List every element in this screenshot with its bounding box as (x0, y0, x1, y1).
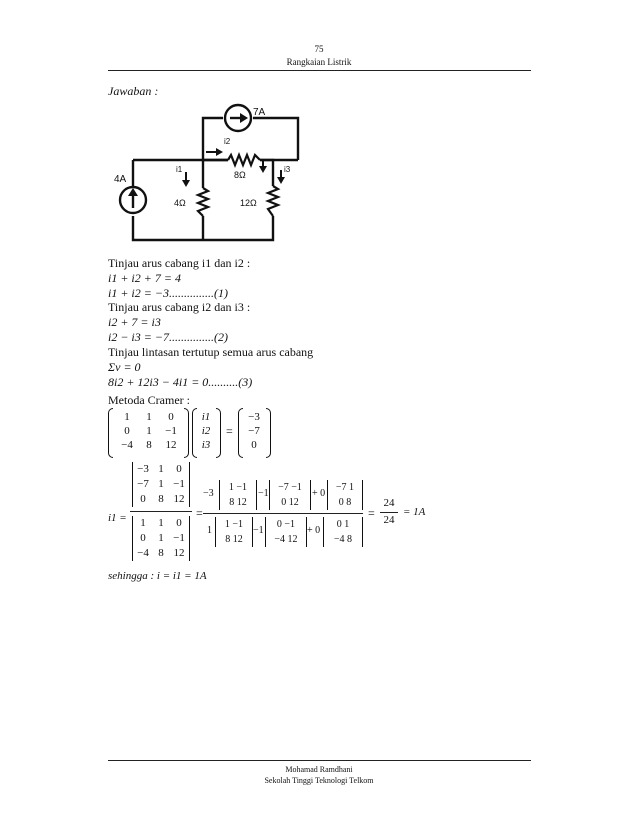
text-line-10: Metoda Cramer : (108, 393, 190, 407)
text-line-1: Tinjau arus cabang i1 dan i2 : (108, 256, 251, 270)
equation-line-2: i1 + i2 + 7 = 4 (108, 271, 181, 285)
footer-institution: Sekolah Tinggi Teknologi Telkom (264, 776, 374, 785)
result-value: = 1A (403, 506, 426, 518)
numerator-determinant: −3 1 0 −7 1 −1 0 8 12 (132, 462, 190, 507)
i1-lhs: i1 = (108, 512, 127, 524)
i1-arrow-icon (182, 180, 190, 187)
label-4ohm: 4Ω (174, 198, 186, 208)
current-source-4a-icon (120, 186, 146, 216)
text-line-4: Tinjau arus cabang i2 dan i3 : (108, 300, 251, 314)
conclusion: sehingga : i = i1 = 1A (108, 570, 207, 582)
page-number: 75 (314, 44, 324, 54)
label-i3: i3 (284, 165, 291, 174)
expanded-numerator: −3 1 −1 8 12 −1 −7 −1 0 12 + 0 −7 1 0 8 (203, 480, 365, 510)
label-7a: 7A (253, 107, 266, 118)
label-i2: i2 (224, 137, 231, 146)
i2-arrow-icon (216, 148, 223, 156)
variable-vector: i1 i2 i3 (201, 411, 211, 451)
circuit-diagram (108, 100, 308, 248)
equation-line-8: Σv = 0 (108, 360, 141, 374)
equation-line-3: i1 + i2 = −3...............(1) (108, 286, 228, 300)
fraction-denominator: 24 (383, 514, 395, 526)
label-i1: i1 (176, 165, 183, 174)
fraction-numerator: 24 (383, 497, 395, 509)
label-8ohm: 8Ω (234, 170, 246, 180)
i3-arrow-icon (277, 177, 285, 184)
expanded-denominator: 1 1 −1 8 12 −1 0 −1 −4 12 + 0 0 1 −4 8 (203, 517, 365, 547)
equation-line-5: i2 + 7 = i3 (108, 315, 161, 329)
label-4a: 4A (114, 174, 127, 185)
equation-line-6: i2 − i3 = −7...............(2) (108, 330, 228, 344)
coefficient-matrix: 1 1 0 0 1 −1 −4 8 12 (121, 411, 177, 451)
footer-rule (108, 760, 531, 761)
matrix-equation: 1 1 0 0 1 −1 −4 8 12 i1 i2 i3 = −3 −7 0 (108, 408, 268, 458)
footer-author: Mohamad Ramdhani (285, 765, 353, 774)
denominator-determinant: 1 1 0 0 1 −1 −4 8 12 (132, 516, 190, 561)
answer-label: Jawaban : (108, 84, 159, 98)
rhs-vector: −3 −7 0 (248, 411, 260, 451)
header-title: Rangkaian Listrik (286, 57, 352, 67)
label-12ohm: 12Ω (240, 198, 257, 208)
i-arrow-icon (259, 166, 267, 173)
text-line-7: Tinjau lintasan tertutup semua arus cabang (108, 345, 314, 359)
equation-line-9: 8i2 + 12i3 − 4i1 = 0..........(3) (108, 375, 253, 389)
header-rule (108, 70, 531, 71)
current-source-7a-icon (223, 105, 253, 131)
